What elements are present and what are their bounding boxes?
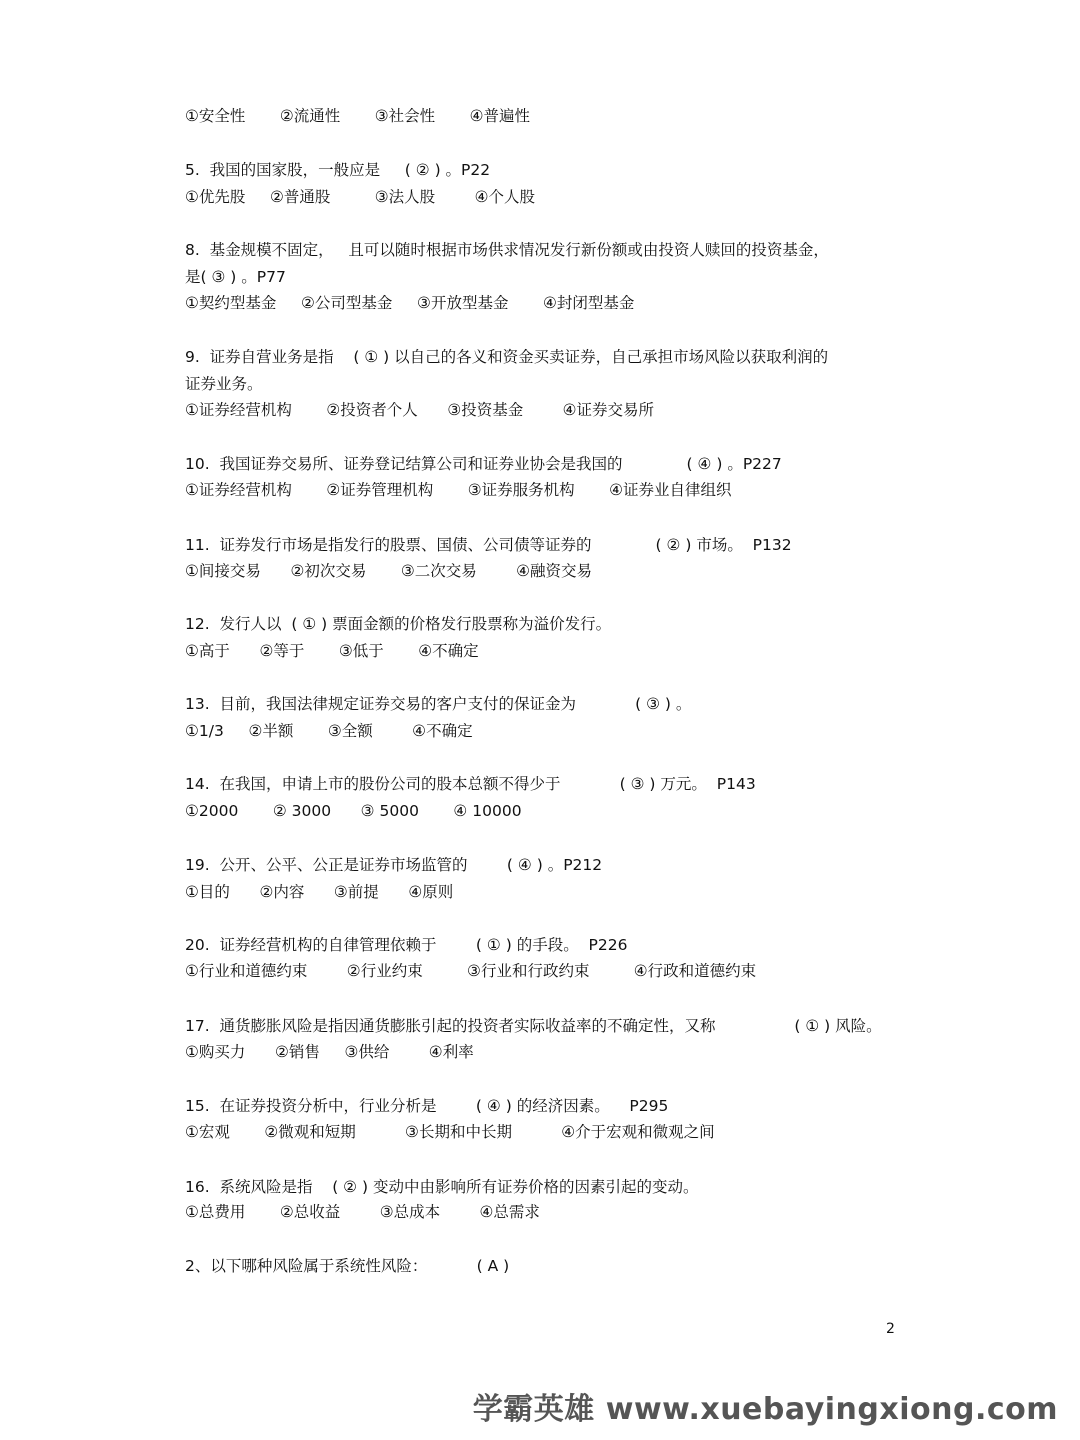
q15-question: 15. 在证券投资分析中，行业分析是 ( ④ ) 的经济因素。 P295 (185, 1097, 669, 1115)
q17-question: 17. 通货膨胀风险是指因通货膨胀引起的投资者实际收益率的不确定性，又称 ( ① ) 风险。 (185, 1017, 882, 1035)
q11-question: 11. 证券发行市场是指发行的股票、国债、公司债等证券的 ( ② ) 市场。 P132 (185, 536, 792, 554)
q11-options: ①间接交易 ②初次交易 ③二次交易 ④融资交易 (185, 562, 593, 580)
q14-options: ①2000 ② 3000 ③ 5000 ④ 10000 (185, 802, 522, 820)
q14-question: 14. 在我国，申请上市的股份公司的股本总额不得少于 ( ③ ) 万元。 P143 (185, 775, 756, 793)
q19-question: 19. 公开、公平、公正是证券市场监管的 ( ④ ) 。P212 (185, 856, 603, 874)
q16-options: ①总费用 ②总收益 ③总成本 ④总需求 (185, 1203, 540, 1221)
q12-options: ①高于 ②等于 ③低于 ④不确定 (185, 642, 479, 660)
q12-question: 12. 发行人以 ( ① ) 票面金额的价格发行股票称为溢价发行。 (185, 615, 612, 633)
q5-options: ①优先股 ②普通股 ③法人股 ④个人股 (185, 188, 535, 206)
q13-options: ①1/3 ②半额 ③全额 ④不确定 (185, 722, 473, 740)
q8-question: 8. 基金规模不固定， 且可以随时根据市场供求情况发行新份额或由投资人赎回的投资基金， (185, 241, 829, 259)
q9-question-cont: 证券业务。 (185, 375, 263, 393)
q4-options: ①安全性 ②流通性 ③社会性 ④普遍性 (185, 107, 531, 125)
q17-options: ①购买力 ②销售 ③供给 ④利率 (185, 1043, 474, 1061)
q10-question: 10. 我国证券交易所、证券登记结算公司和证券业协会是我国的 ( ④ ) 。P227 (185, 455, 782, 473)
watermark: 学霸英雄 www.xuebayingxiong.com (472, 1392, 1058, 1427)
q13-question: 13. 目前，我国法律规定证券交易的客户支付的保证金为 ( ③ ) 。 (185, 695, 692, 713)
q19-options: ①目的 ②内容 ③前提 ④原则 (185, 883, 454, 901)
q8-options: ①契约型基金 ②公司型基金 ③开放型基金 ④封闭型基金 (185, 294, 635, 312)
q9-question: 9. 证券自营业务是指 ( ① ) 以自己的各义和资金买卖证券，自己承担市场风险以获取利润的 (185, 348, 829, 366)
q16-question: 16. 系统风险是指 ( ② ) 变动中由影响所有证券价格的因素引起的变动。 (185, 1178, 699, 1196)
q8-question-cont: 是( ③ ) 。P77 (185, 268, 286, 286)
q20-question: 20. 证券经营机构的自律管理依赖于 ( ① ) 的手段。 P226 (185, 936, 628, 954)
q9-options: ①证券经营机构 ②投资者个人 ③投资基金 ④证券交易所 (185, 401, 655, 419)
multi-q2-question: 2、以下哪种风险属于系统性风险： ( A ) (185, 1257, 510, 1275)
q20-options: ①行业和道德约束 ②行业约束 ③行业和行政约束 ④行政和道德约束 (185, 962, 757, 980)
q10-options: ①证券经营机构 ②证券管理机构 ③证券服务机构 ④证券业自律组织 (185, 481, 732, 499)
page-number: 2 (886, 1321, 895, 1337)
q5-question: 5. 我国的国家股，一般应是 ( ② ) 。P22 (185, 161, 491, 179)
q15-options: ①宏观 ②微观和短期 ③长期和中长期 ④介于宏观和微观之间 (185, 1123, 715, 1141)
